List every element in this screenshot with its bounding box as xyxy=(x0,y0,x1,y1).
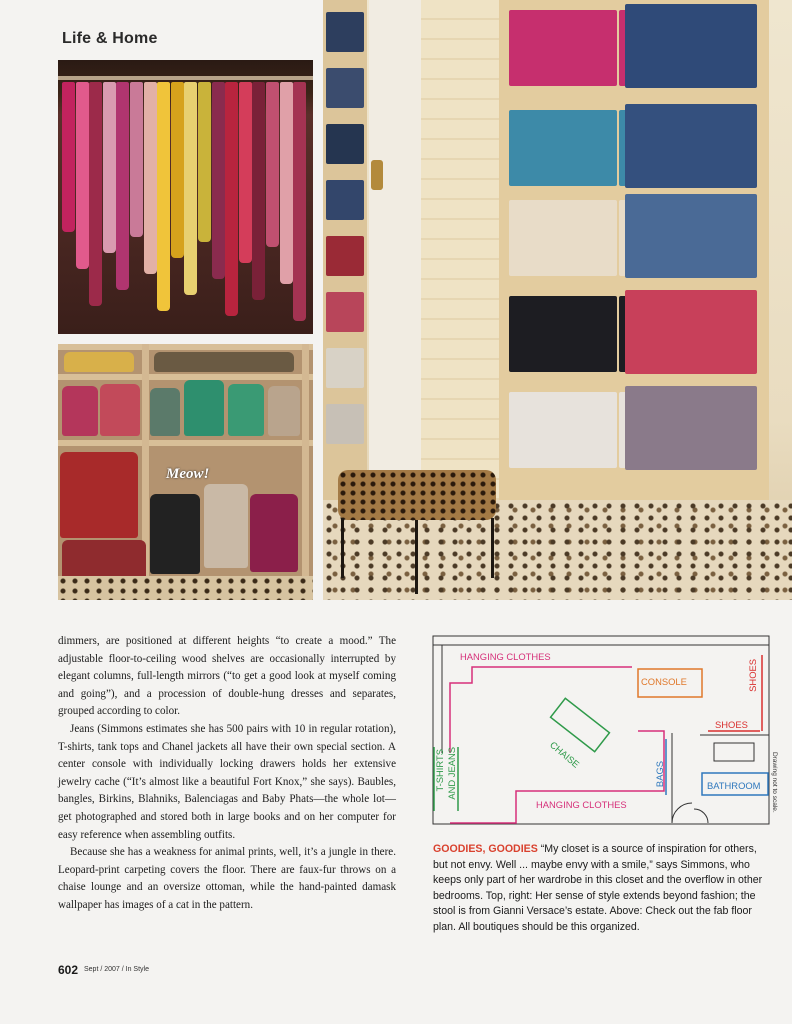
bag-item xyxy=(154,352,294,372)
bag-item xyxy=(64,352,134,372)
folded-stack xyxy=(326,236,364,276)
hanging-garment xyxy=(62,82,75,232)
hanging-garment xyxy=(144,82,157,274)
bag-item xyxy=(204,484,248,568)
drawing-scale-note: Drawing not to scale. xyxy=(771,752,778,813)
folded-stack xyxy=(509,200,617,276)
closet-room-photo xyxy=(323,0,792,600)
clothes-rod xyxy=(58,76,313,80)
article-body xyxy=(58,633,396,915)
bag-item xyxy=(228,384,264,436)
hanging-garment xyxy=(89,82,102,306)
folded-stack xyxy=(326,12,364,52)
meow-callout: Meow! xyxy=(166,466,210,482)
hanging-garment xyxy=(198,82,211,242)
folded-stack xyxy=(509,110,617,186)
plan-label-bathroom: BATHROOM xyxy=(707,780,761,791)
hanging-garment xyxy=(239,82,252,263)
folded-stack xyxy=(625,4,757,88)
leopard-carpet xyxy=(58,576,313,600)
hanging-garment xyxy=(266,82,279,247)
plan-label-chaise: CHAISE xyxy=(547,739,582,770)
plan-label-tshirts: T-SHIRTS xyxy=(434,749,445,792)
body-paragraph: Jeans (Simmons estimates she has 500 pairs with 10 in regular rotation), T-shirts, tank tops and Chanel jackets all have their own special section. A center console with individually locking drawers holds her extensive jewelry cache (“It’s almost like a beautiful Fort Knox,” she says). Baubles, bangles, Birkins, Blahniks, Balenciagas and Baby Phats—the whole lot—get photographed and stored both in large books and on her computer for easy reference when assembling outfits. xyxy=(58,722,396,841)
folded-stack xyxy=(625,386,757,470)
bag-item xyxy=(150,388,180,436)
hanging-garment xyxy=(280,82,293,284)
hanging-garment xyxy=(130,82,143,237)
bag-shelf xyxy=(58,344,313,350)
hanging-garment xyxy=(212,82,225,279)
folded-stack xyxy=(509,10,617,86)
ottoman-leg xyxy=(415,520,418,594)
bag-divider xyxy=(302,344,309,600)
body-paragraph: Because she has a weakness for animal prints, well, it’s a jungle in there. Leopard-print carpeting covers the floor. There are faux-fur throws on a chaise lounge and an oversize ottoman, while the hand-painted damask wallpaper has images of a cat in the pattern. xyxy=(58,846,396,911)
hanging-garment xyxy=(171,82,184,258)
hanging-garment xyxy=(293,82,306,321)
body-paragraph: dimmers, are positioned at different heights “to create a mood.” The adjustable floor-to-ceiling wood shelves are occasionally interrupted by elegant columns, full-length mirrors (“to get a good look at myself coming and going”), and a procession of double-hung dresses and separates, grouped according to color. xyxy=(58,635,396,718)
folded-stack xyxy=(625,104,757,188)
folded-stack xyxy=(326,404,364,444)
hanging-garment xyxy=(252,82,265,300)
folded-stack xyxy=(625,194,757,278)
door-handle xyxy=(371,160,383,190)
folded-stack xyxy=(326,348,364,388)
folded-stack xyxy=(326,68,364,108)
hanging-clothes-photo xyxy=(58,60,313,334)
ottoman-leg xyxy=(341,518,344,578)
page-number: 602 xyxy=(58,963,79,977)
photo-caption xyxy=(433,842,769,936)
bag-item xyxy=(250,494,298,572)
floor-plan xyxy=(432,635,770,825)
hanging-garment xyxy=(184,82,197,295)
plan-label-hanging-clothes-bottom: HANGING CLOTHES xyxy=(536,799,627,810)
bag-item xyxy=(62,540,146,580)
plan-label-hanging-clothes: HANGING CLOTHES xyxy=(460,651,551,662)
hanging-garment xyxy=(76,82,89,269)
damask-wallpaper xyxy=(421,0,501,520)
hanging-garment xyxy=(116,82,129,290)
section-label: Life & Home xyxy=(62,30,158,47)
floor-plan-drawing xyxy=(432,635,770,825)
bag-item xyxy=(150,494,200,574)
hanging-garment xyxy=(103,82,116,253)
closet-door xyxy=(369,0,421,470)
folded-stack xyxy=(326,180,364,220)
bag-item xyxy=(100,384,140,436)
plan-label-bags: BAGS xyxy=(654,761,665,788)
hanging-garment xyxy=(157,82,170,311)
folded-stack xyxy=(326,124,364,164)
leopard-ottoman xyxy=(338,470,496,520)
plan-label-shoes-vertical: SHOES xyxy=(747,659,758,692)
ottoman-leg xyxy=(491,518,494,578)
folded-stack xyxy=(625,290,757,374)
caption-text: “My closet is a source of inspiration for others, but not envy. Well ... maybe envy with a smile,” says Simmons, who keeps only part of her wardrobe in this closet and the overflow in other bedrooms. Top, right: Her sense of style extends beyond fashion; the stool is from Gianni Versace’s estate. Above: Check out the fab floor plan. All boutiques should be this organized. xyxy=(433,843,763,933)
hanging-garment xyxy=(225,82,238,316)
issue-info: Sept / 2007 / In Style xyxy=(84,966,149,973)
bag-item xyxy=(62,386,98,436)
folded-stack xyxy=(326,292,364,332)
folded-stack xyxy=(509,296,617,372)
plan-label-jeans: AND JEANS xyxy=(446,747,457,800)
caption-lead: GOODIES, GOODIES xyxy=(433,843,538,855)
bag-shelf xyxy=(58,440,313,446)
folded-stack xyxy=(509,392,617,468)
bag-item xyxy=(184,380,224,436)
bag-shelf xyxy=(58,374,313,380)
plan-label-console: CONSOLE xyxy=(641,676,687,687)
bag-item xyxy=(268,386,300,436)
plan-label-shoes: SHOES xyxy=(715,719,748,730)
bag-item xyxy=(60,452,138,538)
